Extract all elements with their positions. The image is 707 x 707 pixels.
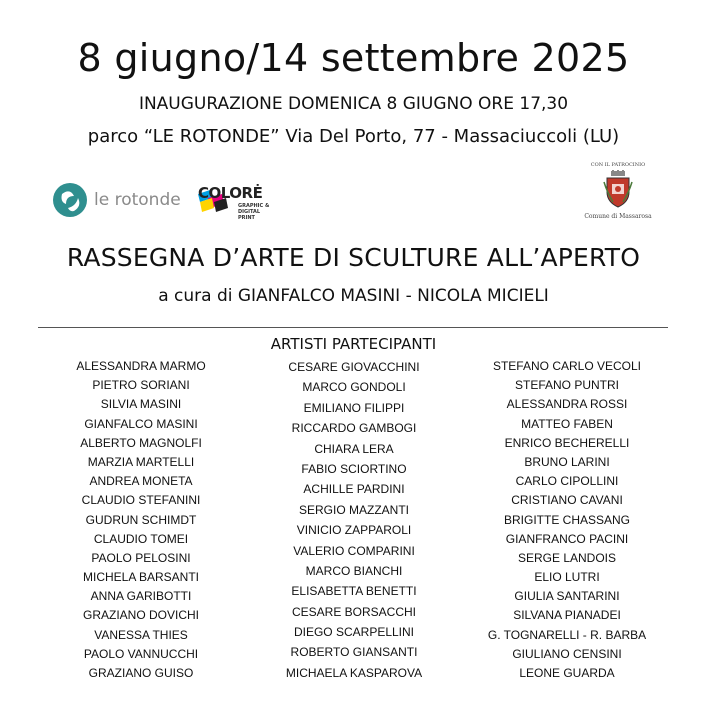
artist-name: ELIO LUTRI <box>534 570 600 585</box>
inauguration-info: INAUGURAZIONE DOMENICA 8 GIUGNO ORE 17,30 <box>138 94 569 114</box>
rotonde-mark-icon <box>52 182 88 218</box>
artist-name: GUDRUN SCHIMDT <box>85 512 197 527</box>
artist-name: GIULIANO CENSINI <box>512 646 622 661</box>
artist-name: GIANFALCO MASINI <box>84 416 198 431</box>
comune-name: Comune di Massarosa <box>584 213 652 220</box>
artist-name: GRAZIANO GUISO <box>88 666 194 680</box>
colore-logo <box>196 170 278 220</box>
artist-name: MICHAELA KASPAROVA <box>285 665 423 680</box>
divider-line <box>38 327 668 328</box>
artists-column-2 <box>239 357 469 683</box>
artist-name: SERGE LANDOIS <box>517 550 617 565</box>
artist-name: RICCARDO GAMBOGI <box>291 421 417 436</box>
artists-heading: ARTISTI PARTECIPANTI <box>270 335 437 353</box>
artist-name: STEFANO CARLO VECOLI <box>492 359 642 373</box>
artist-name: CARLO CIPOLLINI <box>515 474 619 489</box>
rotonde-logo-text: le rotonde <box>94 190 181 210</box>
artist-name: MARCO GONDOLI <box>302 380 406 395</box>
colore-sub-text: GRAPHIC & DIGITAL PRINT <box>238 203 270 221</box>
artist-name: GRAZIANO DOVICHI <box>82 608 199 623</box>
artist-name: GIULIA SANTARINI <box>514 589 620 604</box>
artist-name: SILVIA MASINI <box>100 397 182 412</box>
artist-name: ANNA GARIBOTTI <box>90 589 192 604</box>
artist-name: VANESSA THIES <box>94 627 188 642</box>
artist-name: CHIARA LERA <box>314 441 394 456</box>
artist-name: SERGIO MAZZANTI <box>298 502 409 517</box>
artist-name: EMILIANO FILIPPI <box>303 400 405 415</box>
artist-name: SILVANA PIANADEI <box>513 608 621 623</box>
venue-address: parco “LE ROTONDE” Via Del Porto, 77 - Massaciuccoli (LU) <box>87 126 620 147</box>
artist-name: G. TOGNARELLI - R. BARBA <box>487 627 647 642</box>
curators-line: a cura di GIANFALCO MASINI - NICOLA MICIELI <box>158 286 549 306</box>
artist-name: MARZIA MARTELLI <box>87 454 195 469</box>
artist-name: ROBERTO GIANSANTI <box>290 645 418 660</box>
artist-name: VALERIO COMPARINI <box>293 543 415 558</box>
patronage-label: CON IL PATROCINIO <box>590 162 646 168</box>
artist-name: CLAUDIO STEFANINI <box>81 493 201 508</box>
artist-name: ANDREA MONETA <box>89 474 193 489</box>
artist-name: STEFANO PUNTRI <box>514 378 619 393</box>
patronage-block <box>584 162 652 224</box>
artist-name: DIEGO SCARPELLINI <box>293 625 415 640</box>
artist-name: ALESSANDRA MARMO <box>76 359 206 373</box>
artist-name: CLAUDIO TOMEI <box>93 531 189 546</box>
colore-brand-text: COLORĖ <box>198 184 263 202</box>
artist-name: PAOLO PELOSINI <box>91 550 191 565</box>
le-rotonde-logo <box>52 180 181 220</box>
artist-name: PAOLO VANNUCCHI <box>83 646 199 661</box>
artist-name: ELISABETTA BENETTI <box>291 584 417 599</box>
artist-name: CESARE BORSACCHI <box>291 604 417 619</box>
artist-name: GIANFRANCO PACINI <box>505 531 629 546</box>
artist-name: CESARE GIOVACCHINI <box>288 360 420 374</box>
artist-name: MARCO BIANCHI <box>305 563 403 578</box>
event-dates: 8 giugno/14 settembre 2025 <box>77 36 630 80</box>
artist-name: BRIGITTE CHASSANG <box>503 512 631 527</box>
municipal-crest-icon <box>603 170 633 208</box>
artist-name: ALBERTO MAGNOLFI <box>80 435 202 450</box>
artist-name: BRUNO LARINI <box>524 454 610 469</box>
artist-name: ENRICO BECHERELLI <box>504 435 630 450</box>
artists-column-3 <box>452 357 682 683</box>
artist-name: VINICIO ZAPPAROLI <box>296 523 412 538</box>
artists-column-1 <box>26 357 256 683</box>
artist-name: MATTEO FABEN <box>521 416 613 431</box>
artist-name: MICHELA BARSANTI <box>82 570 200 585</box>
artist-name: FABIO SCIORTINO <box>301 461 407 476</box>
artist-name: ALESSANDRA ROSSI <box>506 397 628 412</box>
artist-name: CRISTIANO CAVANI <box>511 493 623 508</box>
artist-name: LEONE GUARDA <box>519 666 615 680</box>
artist-name: ACHILLE PARDINI <box>303 482 405 497</box>
artist-name: PIETRO SORIANI <box>92 378 190 393</box>
exhibition-title: RASSEGNA D’ARTE DI SCULTURE ALL’APERTO <box>66 243 641 272</box>
